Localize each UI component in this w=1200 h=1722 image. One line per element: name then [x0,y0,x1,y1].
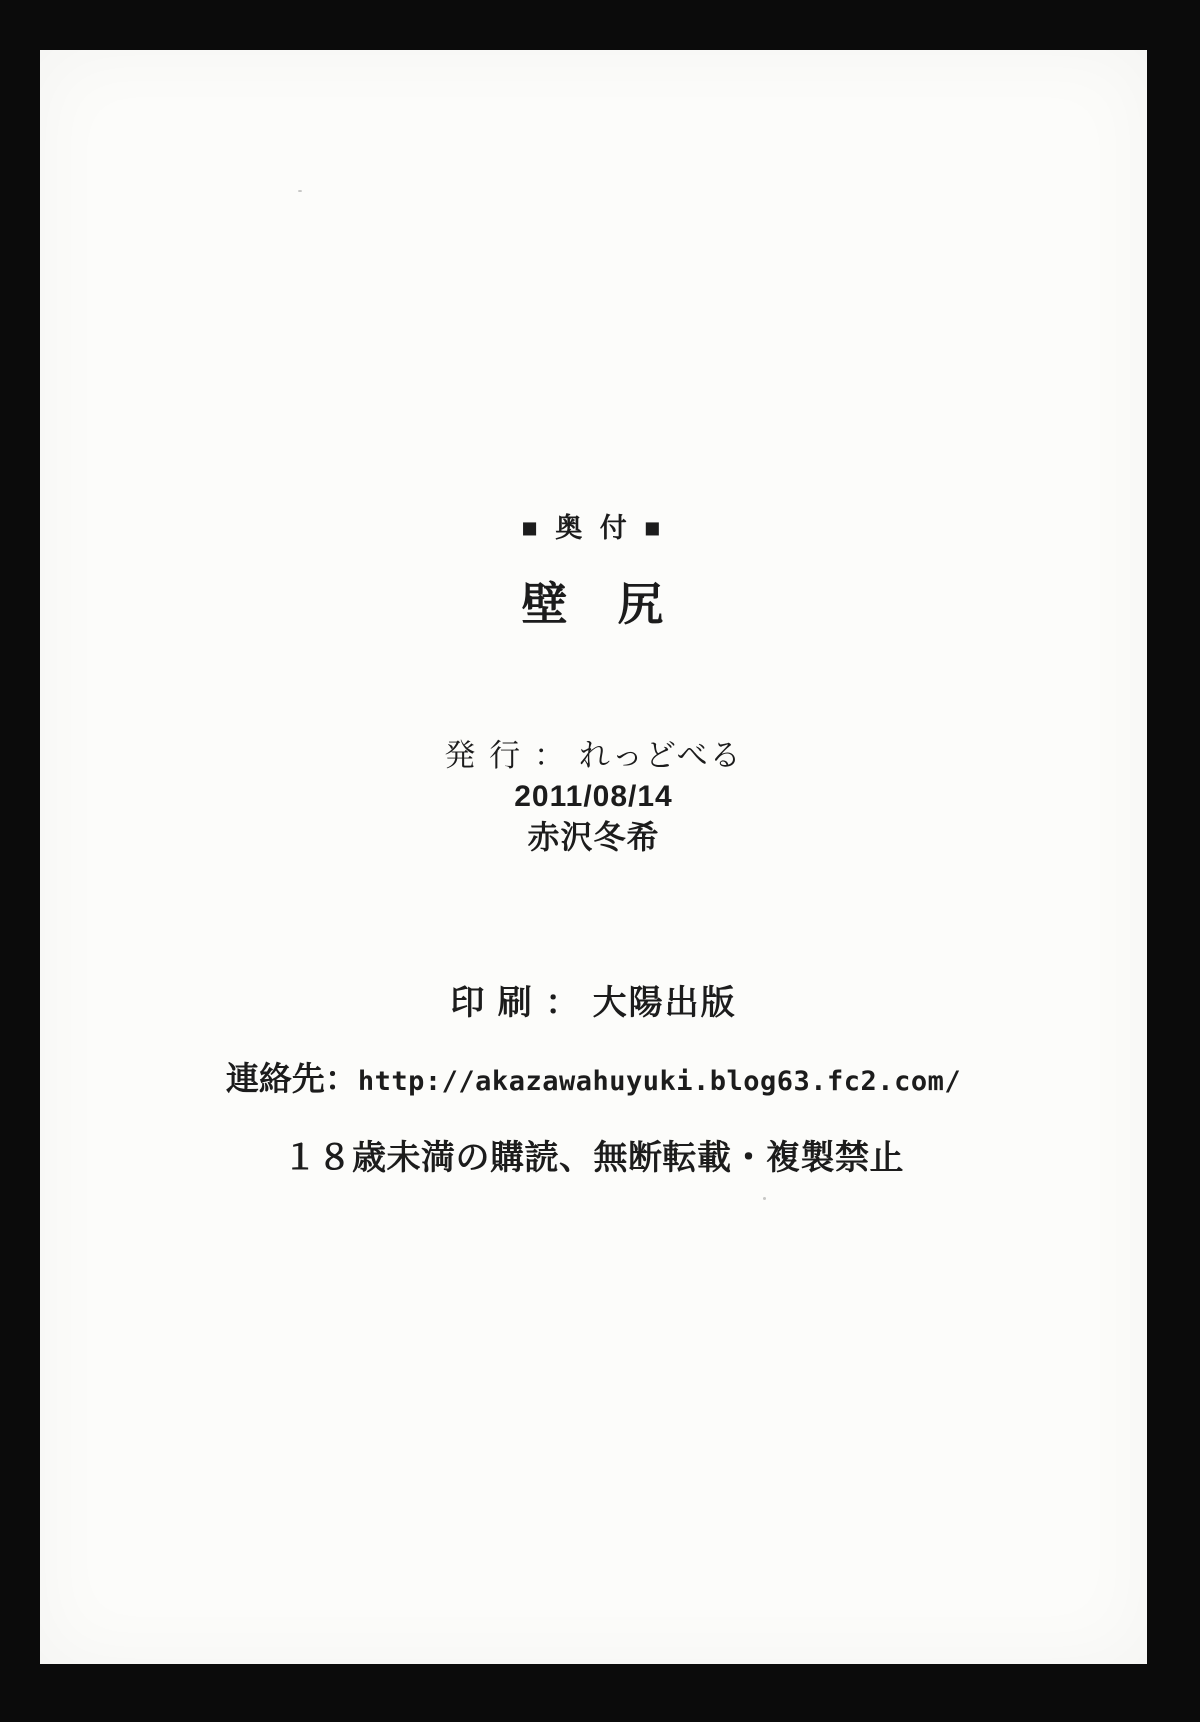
publisher-line: 発 行 ： れっどべる [444,738,743,774]
doujin-title: 壁 尻 [521,577,666,631]
colophon-header: ■ 奥 付 ■ [521,513,666,543]
contact-line [40,1062,1147,1095]
contact-url: http://akazawahuyuki.blog63.fc2.com/ [357,1066,962,1097]
publication-date: 2011/08/14 [514,780,673,813]
scan-speck [763,1197,766,1200]
printer-line: 印 刷 ： 大陽出版 [450,984,737,1022]
age-restriction-notice: １８歳未満の購読、無断転載・複製禁止 [283,1139,904,1177]
contact-label: 連絡先： [225,1060,358,1097]
colophon-page [40,50,1147,1664]
author-name: 赤沢冬希 [527,819,660,855]
scan-speck [298,190,302,192]
